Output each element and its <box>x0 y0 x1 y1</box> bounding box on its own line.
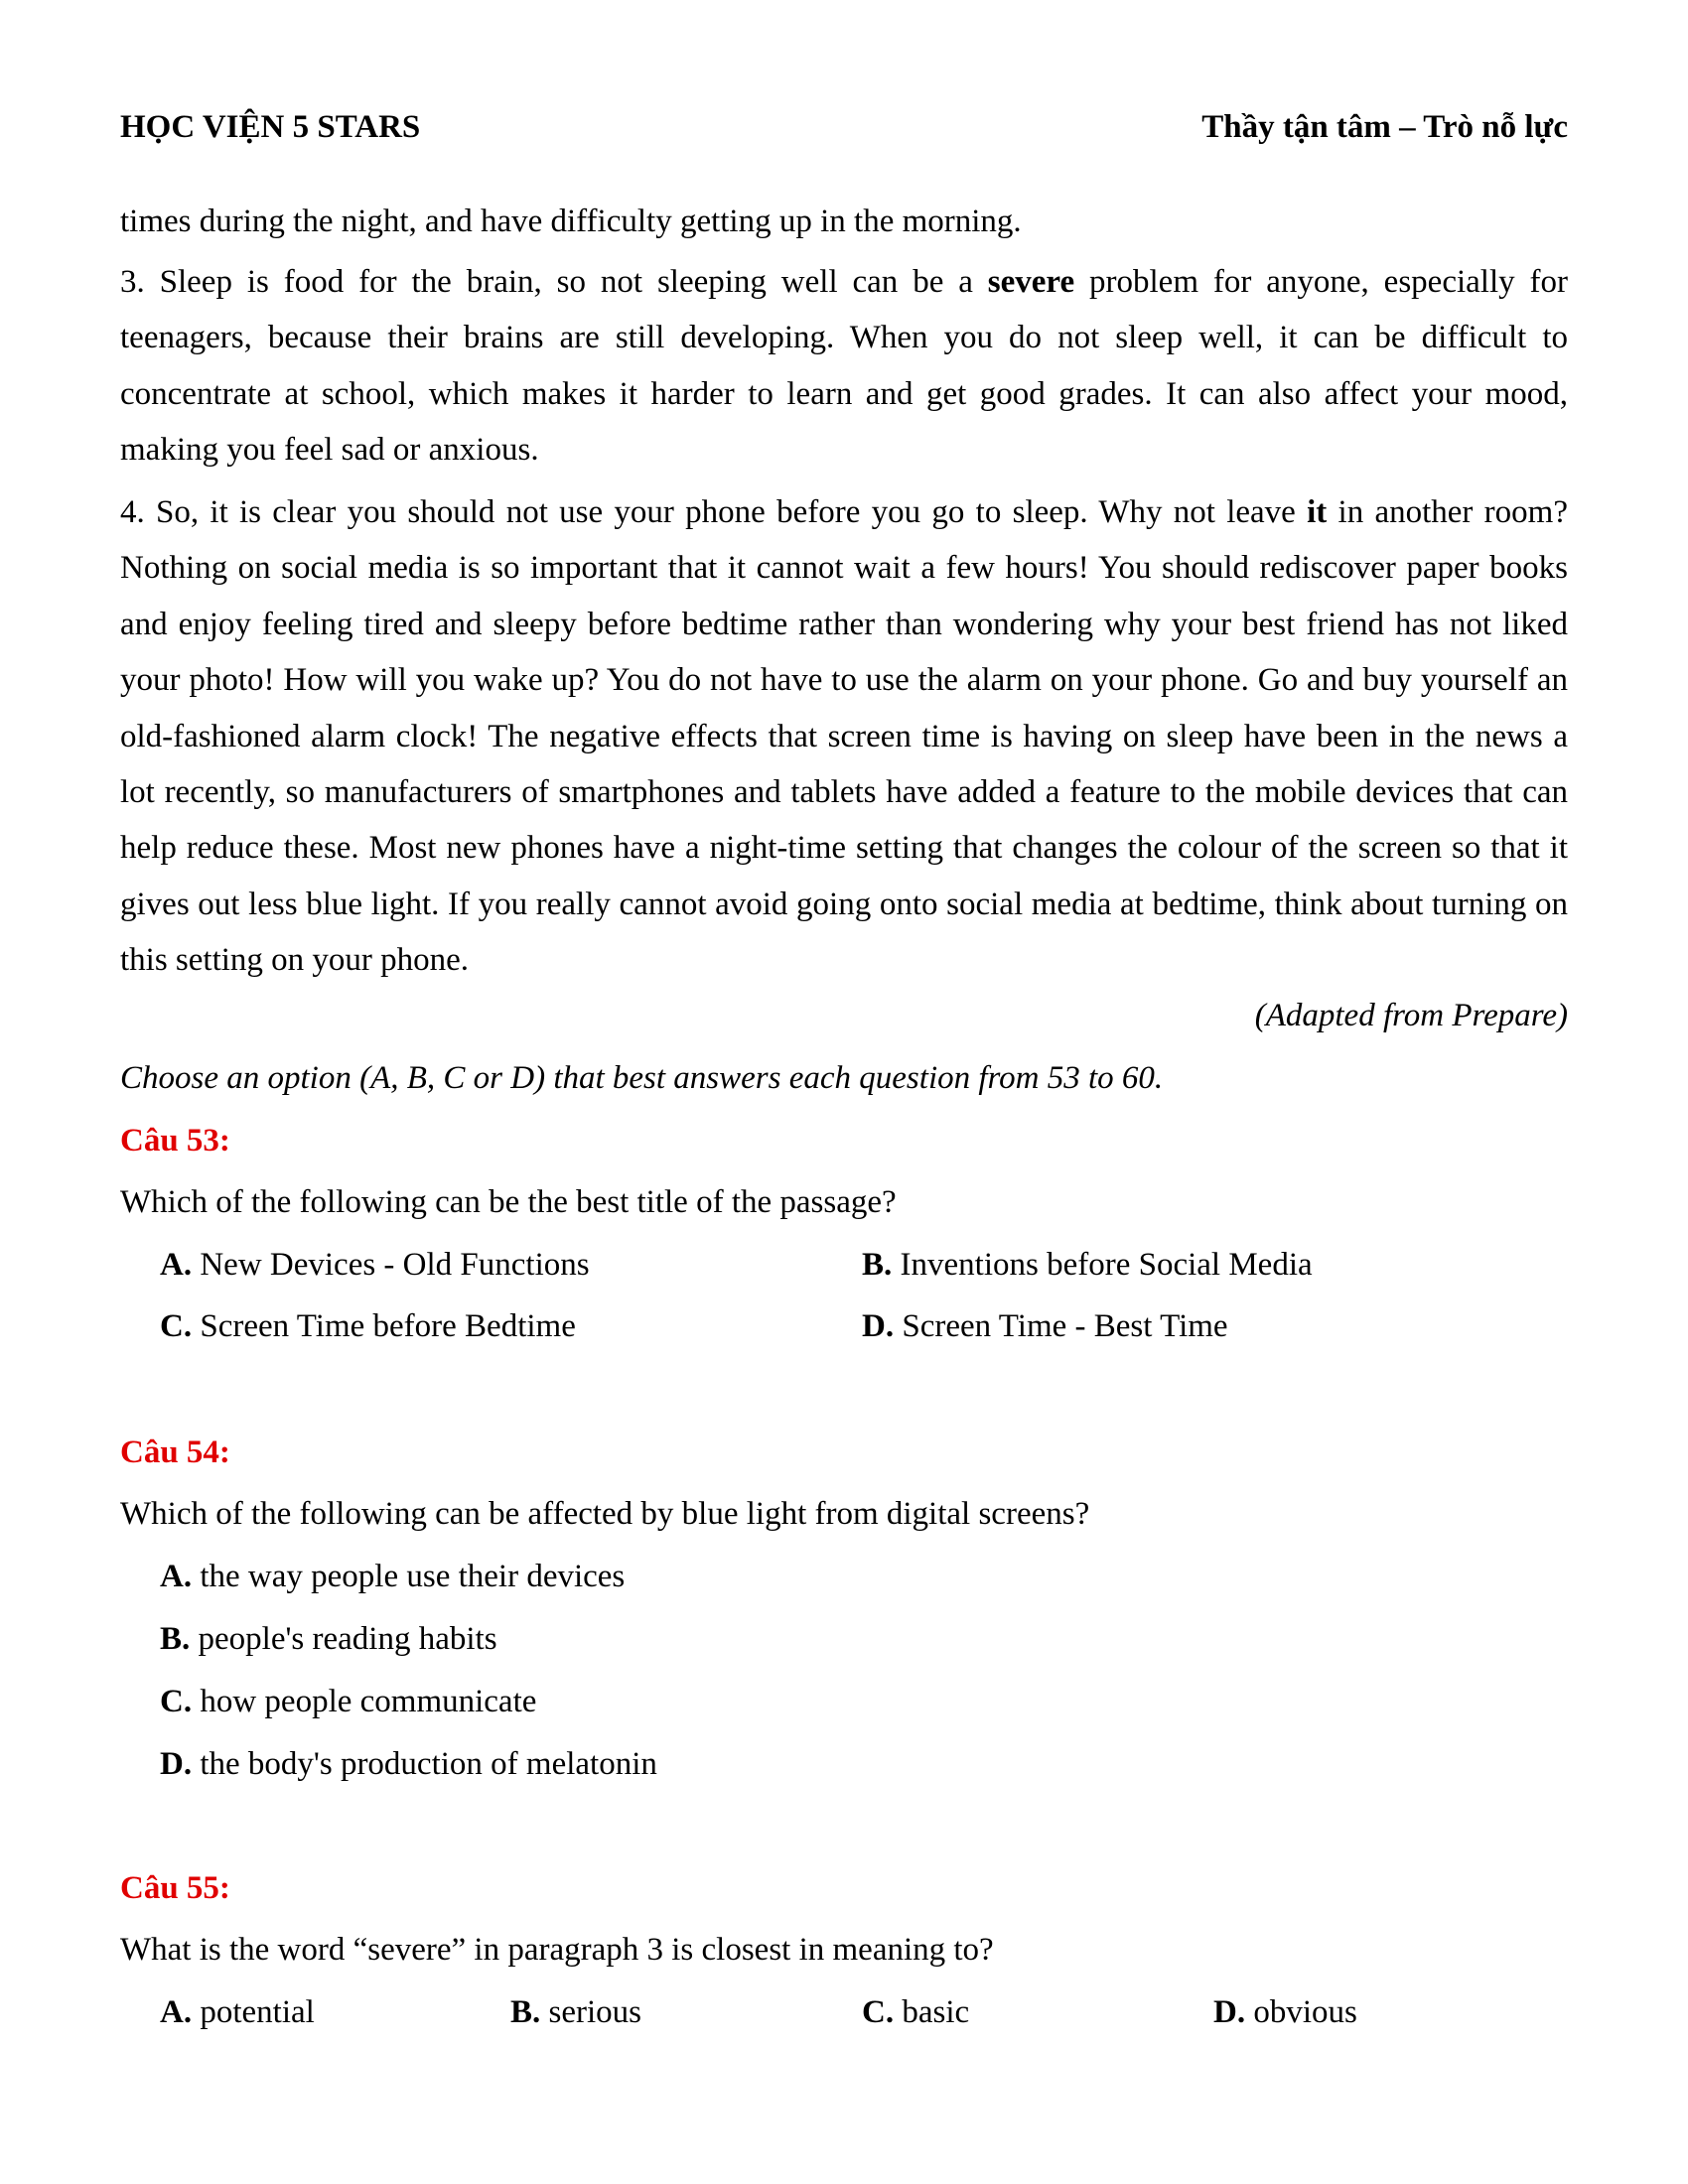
paragraph-3-text <box>120 254 1568 478</box>
option-text: Inventions before Social Media <box>892 1247 1313 1283</box>
keyword-it: it <box>1307 494 1328 530</box>
option-text: potential <box>192 1994 315 2030</box>
option-letter: A. <box>160 1247 193 1283</box>
option-text: basic <box>894 1994 970 2030</box>
option-text: people's reading habits <box>190 1621 497 1657</box>
option-letter: D. <box>862 1308 895 1344</box>
question-53-option-b[interactable] <box>862 1242 1313 1288</box>
option-text: serious <box>540 1994 642 2030</box>
option-text: Screen Time before Bedtime <box>192 1308 576 1344</box>
paragraph-4-part-1: 4. So, it is clear you should not use your phone before you go to sleep. Why not leave <box>120 494 1308 530</box>
option-letter: D. <box>1213 1994 1246 2030</box>
passage-source: (Adapted from Prepare) <box>1254 998 1568 1033</box>
question-53-label: Câu 53: <box>120 1123 230 1159</box>
keyword-severe: severe <box>987 264 1075 300</box>
question-55-option-c[interactable] <box>862 1989 969 2035</box>
option-letter: C. <box>160 1308 193 1344</box>
option-letter: C. <box>160 1684 193 1719</box>
instructions: Choose an option (A, B, C or D) that best answers each question from 53 to 60. <box>120 1060 1164 1096</box>
paragraph-4-part-2: in another room? Nothing on social media is so important that it cannot wait a few hours! You should rediscover paper books and enjoy feeling tired and sleepy before bedtime rather than wondering why your best friend has not liked your photo! How will you wake up? You do not have to use the alarm on your phone. Go and buy yourself an old-fashioned alarm clock! The negative effects that screen time is having on sleep have been in the news a lot recently, so manufacturers of smartphones and tablets have added a feature to the mobile devices that can help reduce these. Most new phones have a night-time setting that changes the colour of the screen so that it gives out less blue light. If you really cannot avoid going onto social media at bedtime, think about turning on this setting on your phone. <box>120 494 1568 979</box>
question-54-label: Câu 54: <box>120 1434 230 1470</box>
option-letter: B. <box>160 1621 191 1657</box>
question-53-text: Which of the following can be the best title of the passage? <box>120 1184 897 1220</box>
option-letter: B. <box>862 1247 893 1283</box>
paragraph-4-text <box>120 484 1568 989</box>
question-55-option-a[interactable] <box>160 1989 315 2035</box>
question-53-option-a[interactable] <box>160 1242 590 1288</box>
option-letter: B. <box>510 1994 541 2030</box>
option-text: obvious <box>1245 1994 1357 2030</box>
paragraph-3-part-1: 3. Sleep is food for the brain, so not sleeping well can be a <box>120 264 988 300</box>
question-55-text: What is the word “severe” in paragraph 3 is closest in meaning to? <box>120 1932 994 1968</box>
question-54-option-a[interactable] <box>160 1554 625 1599</box>
question-55-option-d[interactable] <box>1213 1989 1357 2035</box>
paragraph-3-part-2: problem for anyone, especially for teenagers, because their brains are still developing. When you do not sleep well, it can be difficult to concentrate at school, which makes it harder to learn and get good grades. It can also affect your mood, making you feel sad or anxious. <box>120 264 1568 469</box>
passage-line: times during the night, and have difficulty getting up in the morning. <box>120 204 1022 239</box>
header-school-name: HỌC VIỆN 5 STARS <box>120 109 421 145</box>
option-text: Screen Time - Best Time <box>894 1308 1228 1344</box>
question-55-label: Câu 55: <box>120 1870 230 1906</box>
question-54-option-d[interactable] <box>160 1741 657 1787</box>
question-54-text: Which of the following can be affected by blue light from digital screens? <box>120 1496 1090 1532</box>
passage-line-continued <box>120 194 1568 249</box>
option-text: New Devices - Old Functions <box>192 1247 590 1283</box>
question-53-option-c[interactable] <box>160 1303 576 1349</box>
passage-paragraph-3 <box>120 254 1568 478</box>
option-text: the way people use their devices <box>192 1559 626 1594</box>
question-54-option-b[interactable] <box>160 1616 497 1662</box>
option-letter: D. <box>160 1746 193 1782</box>
question-55-option-b[interactable] <box>510 1989 641 2035</box>
question-53-option-d[interactable] <box>862 1303 1228 1349</box>
option-letter: C. <box>862 1994 895 2030</box>
option-text: the body's production of melatonin <box>192 1746 657 1782</box>
passage-paragraph-4 <box>120 484 1568 989</box>
option-letter: A. <box>160 1559 193 1594</box>
option-letter: A. <box>160 1994 193 2030</box>
option-text: how people communicate <box>192 1684 537 1719</box>
question-54-option-c[interactable] <box>160 1679 536 1724</box>
header-motto: Thầy tận tâm – Trò nỗ lực <box>1201 109 1568 145</box>
